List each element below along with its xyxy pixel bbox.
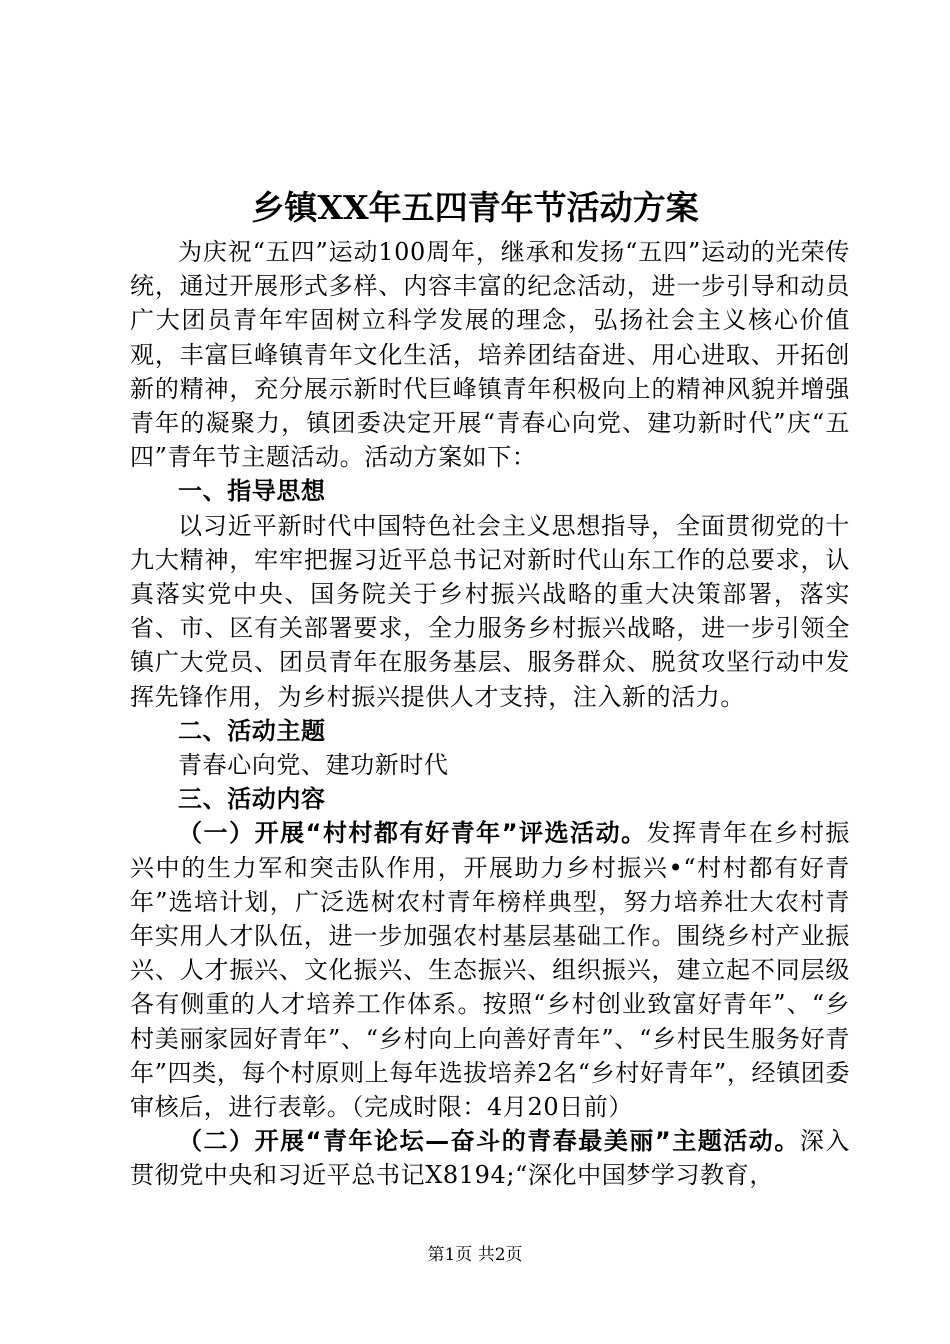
content-item-2: [130, 1124, 850, 1192]
intro-paragraph: 为庆祝“五四”运动100周年，继承和发扬“五四”运动的光荣传统，通过开展形式多样、内容丰富的纪念活动，进一步引导和动员广大团员青年牢固树立科学发展的理念，弘扬社会主义核心价值观，丰富巨峰镇青年文化生活，培养团结奋进、用心进取、开拓创新的精神，充分展示新时代巨峰镇青年积极向上的精神风貌并增强青年的凝聚力，镇团委决定开展“青春心向党、建功新时代”庆“五四”青年节主题活动。活动方案如下：: [130, 238, 850, 472]
content-item-1-heading: （一）开展“村村都有好青年”评选活动。: [178, 819, 647, 848]
section-paragraph-guiding-ideology: 以习近平新时代中国特色社会主义思想指导，全面贯彻党的十九大精神，牢牢把握习近平总书记对新时代山东工作的总要求，认真落实党中央、国务院关于乡村振兴战略的重大决策部署，落实省、市、区有关部署要求，全力服务乡村振兴战略，进一步引领全镇广大党员、团员青年在服务基层、服务群众、脱贫攻坚行动中发挥先锋作用，为乡村振兴提供人才支持，注入新的活力。: [130, 511, 850, 711]
section-heading-guiding-ideology: 一、指导思想: [178, 477, 326, 506]
page-footer: 第1页 共2页: [427, 1245, 523, 1265]
section-heading-theme: 二、活动主题: [178, 716, 326, 745]
content-item-1: [130, 816, 850, 1124]
section-heading-content: 三、活动内容: [178, 785, 326, 814]
content-item-2-text: 深入贯彻党中央和习近平总书记X8194;“深化中国梦学习教育，: [130, 1127, 851, 1190]
section-paragraph-theme: 青春心向党、建功新时代: [178, 751, 449, 780]
content-item-2-heading: （二）开展“青年论坛—奋斗的青春最美丽”主题活动。: [178, 1127, 800, 1156]
document-title: 乡镇XX年五四青年节活动方案: [251, 188, 699, 227]
content-item-1-text: 发挥青年在乡村振兴中的生力军和突击队作用，开展助力乡村振兴•“村村都有好青年”选培计划，广泛选树农村青年榜样典型，努力培养壮大农村青年实用人才队伍，进一步加强农村基层基础工作。围绕乡村产业振兴、人才振兴、文化振兴、生态振兴、组织振兴，建立起不同层级各有侧重的人才培养工作体系。按照“乡村创业致富好青年”、“乡村美丽家园好青年”、“乡村向上向善好青年”、“乡村民生服务好青年”四类，每个村原则上每年选拔培养2名“乡村好青年”，经镇团委审核后，进行表彰。（完成时限：4月20日前）: [130, 819, 850, 1122]
document-body: [130, 235, 850, 1193]
